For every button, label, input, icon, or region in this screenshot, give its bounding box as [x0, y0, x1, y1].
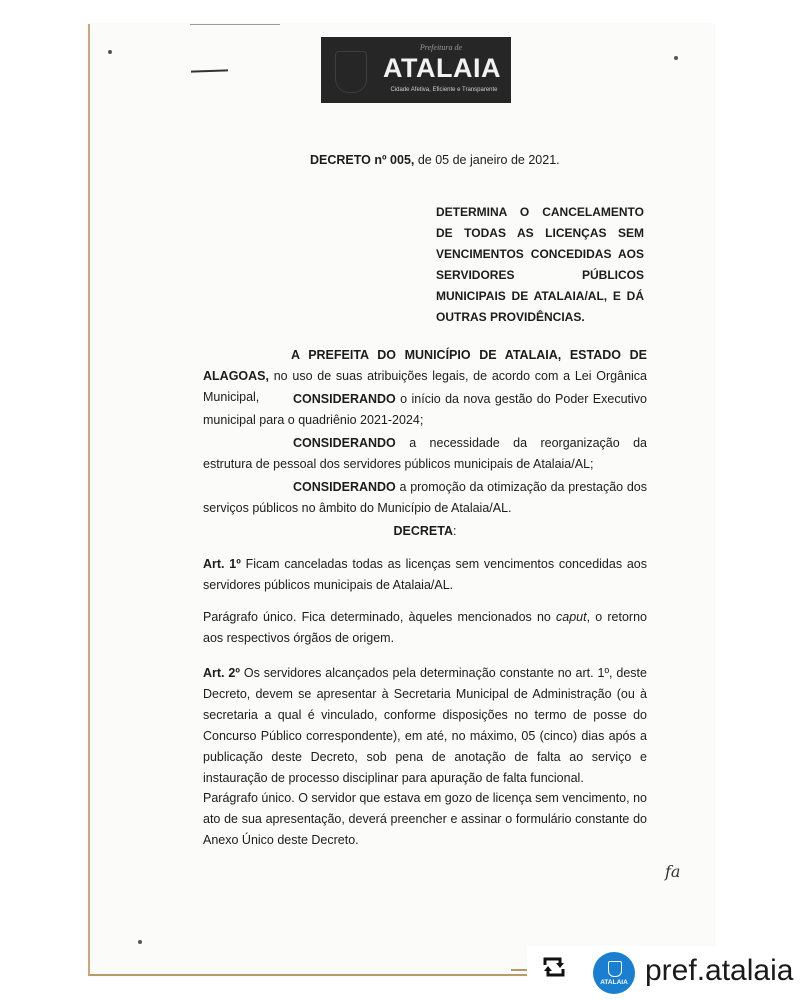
paragraph-text: Parágrafo único. Fica determinado, àqueles mencionados no [203, 610, 557, 624]
decree-number: DECRETO nº 005, [310, 153, 415, 167]
preamble-text: no uso de suas atribuições legais, de acordo com a Lei Orgânica Municipal, [203, 369, 647, 404]
article-2-paragraph: Parágrafo único. O servidor que estava em gozo de licença sem vencimento, no ato de sua apresentação, deverá preencher e assinar o formulário constante do Anexo Único deste Decreto. [203, 791, 647, 847]
coat-of-arms-icon [335, 51, 367, 93]
considerando-text: o início da nova gestão do Poder Executivo municipal para o quadriênio 2021-2024; [203, 392, 647, 427]
preamble-authority: A PREFEITA DO MUNICÍPIO DE ATALAIA, ESTADO DE ALAGOAS, [203, 348, 647, 383]
article-label: Art. 2º [203, 666, 240, 680]
decreta-colon: : [453, 524, 457, 538]
instagram-repost-footer [527, 946, 800, 996]
punch-hole-mark [138, 940, 142, 944]
paragraph-text: , o retorno aos respectivos órgãos de origem. [203, 610, 647, 645]
decreta-heading [203, 521, 647, 542]
atalaia-logo [321, 37, 511, 103]
avatar-label: ATALAIA [600, 979, 628, 986]
article-label: Art. 1º [203, 557, 241, 571]
considerando-label: CONSIDERANDO [293, 480, 396, 494]
punch-hole-mark [674, 56, 678, 60]
paper-edge [511, 969, 527, 971]
profile-avatar[interactable] [593, 952, 635, 994]
decreta-label: DECRETA [393, 524, 453, 538]
article-text: Ficam canceladas todas as licenças sem vencimentos concedidas aos servidores públicos municipais de Atalaia/AL. [203, 557, 647, 592]
logo-tagline: Cidade Afetiva, Eficiente e Transparente [390, 87, 498, 93]
considerando-label: CONSIDERANDO [293, 392, 396, 406]
decree-summary: DETERMINA O CANCELAMENTO DE TODAS AS LICENÇAS SEM VENCIMENTOS CONCEDIDAS AOS SERVIDORES PÚBLICOS MUNICIPAIS DE ATALAIA/AL, E DÁ OUTRAS PROVIDÊNCIAS. [436, 205, 644, 324]
considerando-text: a promoção da otimização da prestação dos serviços públicos no âmbito do Município de Atalaia/AL. [203, 480, 647, 515]
logo-name: ATALAIA [383, 53, 501, 83]
handwritten-initials: fa [665, 862, 681, 881]
decree-date: de 05 de janeiro de 2021. [414, 153, 560, 167]
considerando-text: a necessidade da reorganização da estrutura de pessoal dos servidores públicos municipais de Atalaia/AL; [203, 436, 647, 471]
considerando-1 [203, 389, 647, 431]
decree-title [310, 150, 560, 171]
article-text: Os servidores alcançados pela determinação constante no art. 1º, deste Decreto, devem se apresentar à Secretaria Municipal de Administração (ou à secretaria a qual é vinculado, conforme disposições no termo de posse do Concurso Público correspondente), em até, no máximo, 05 (cinco) dias após a publicação deste Decreto, sob pena de anotação de falta ao serviço e instauração de processo disciplinar para apuração de falta funcional. [203, 666, 647, 785]
caput-term: caput [556, 610, 587, 624]
considerando-3 [203, 477, 647, 519]
paper-edge [190, 24, 280, 25]
considerando-label: CONSIDERANDO [293, 436, 396, 450]
article-1 [203, 554, 647, 596]
punch-hole-mark [108, 50, 112, 54]
repost-icon[interactable] [541, 954, 567, 980]
account-handle[interactable]: pref.atalaia [645, 954, 794, 987]
coat-of-arms-icon [608, 961, 622, 977]
logo-prefix: Prefeitura de [419, 43, 463, 52]
article-1-paragraph [203, 607, 647, 649]
article-2 [203, 663, 647, 789]
considerando-2 [203, 433, 647, 475]
